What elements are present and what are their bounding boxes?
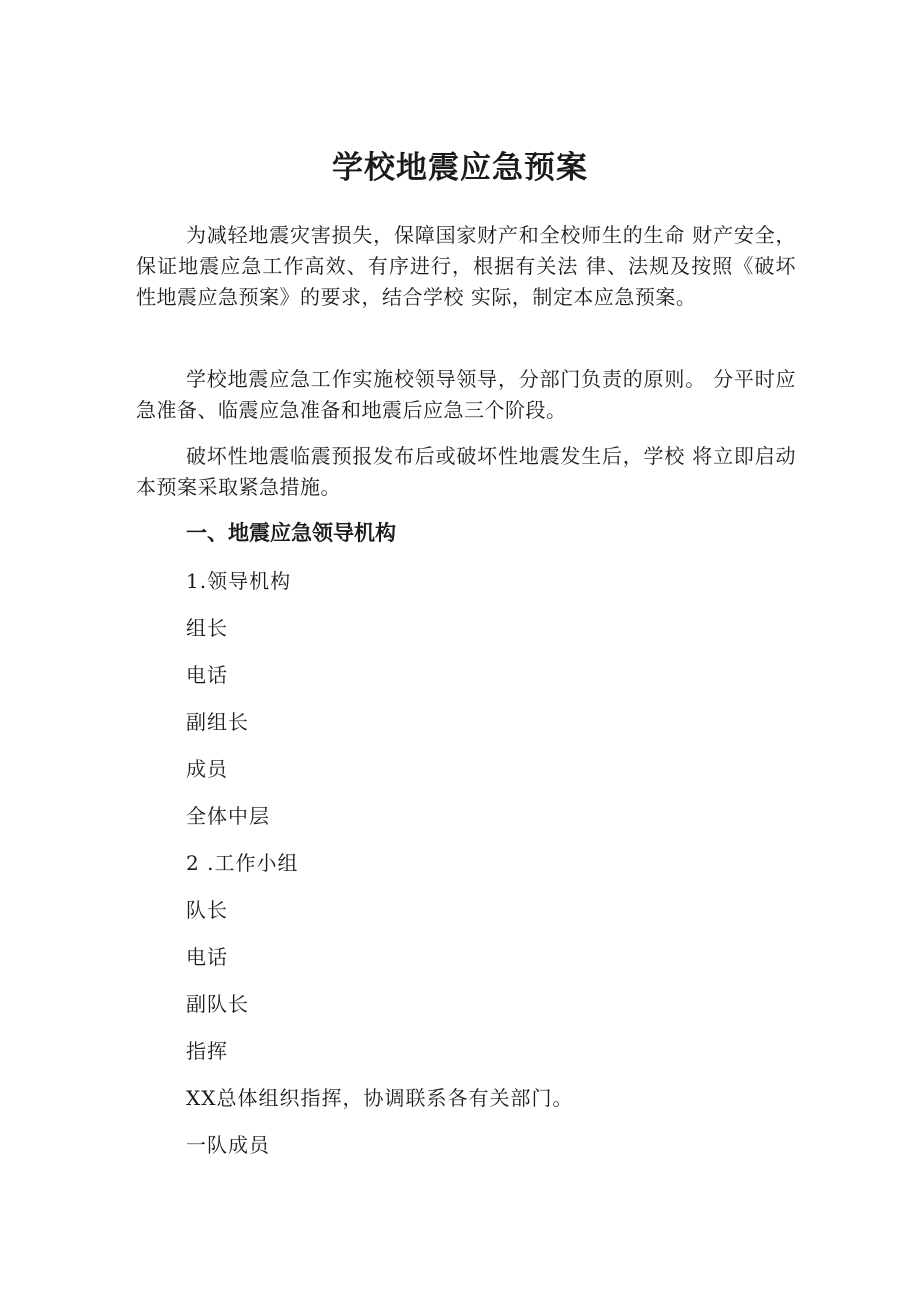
list-item: 指挥 xyxy=(186,1039,228,1063)
list-item: 电话 xyxy=(186,663,228,687)
paragraph-activation: 破坏性地震临震预报发布后或破坏性地震发生后，学校 将立即启动本预案采取紧急措施。 xyxy=(136,444,796,499)
list-item: 副队长 xyxy=(186,992,249,1016)
list-item: 副组长 xyxy=(186,710,249,734)
list-item: 电话 xyxy=(186,945,228,969)
section-heading: 一、地震应急领导机构 xyxy=(186,521,396,545)
list-item: 组长 xyxy=(186,616,228,640)
paragraph-intro: 为减轻地震灾害损失，保障国家财产和全校师生的生命 财产安全，保证地震应急工作高效、有序进行，根据有关法 律、法规及按照《破坏性地震应急预案》的要求，结合学校 实际，制定本应急预案。 xyxy=(136,223,796,309)
list-item: 全体中层 xyxy=(186,804,270,828)
list-item: 2 .工作小组 xyxy=(186,851,299,875)
list-item: 队长 xyxy=(186,898,228,922)
paragraph-principle: 学校地震应急工作实施校领导领导，分部门负责的原则。 分平时应急准备、临震应急准备和地震后应急三个阶段。 xyxy=(136,367,796,422)
list-item: 成员 xyxy=(186,757,228,781)
list-item: XX总体组织指挥，协调联系各有关部门。 xyxy=(186,1086,574,1110)
document-title: 学校地震应急预案 xyxy=(332,150,588,186)
list-item: 1.领导机构 xyxy=(186,569,292,593)
list-item: 一队成员 xyxy=(186,1133,270,1157)
